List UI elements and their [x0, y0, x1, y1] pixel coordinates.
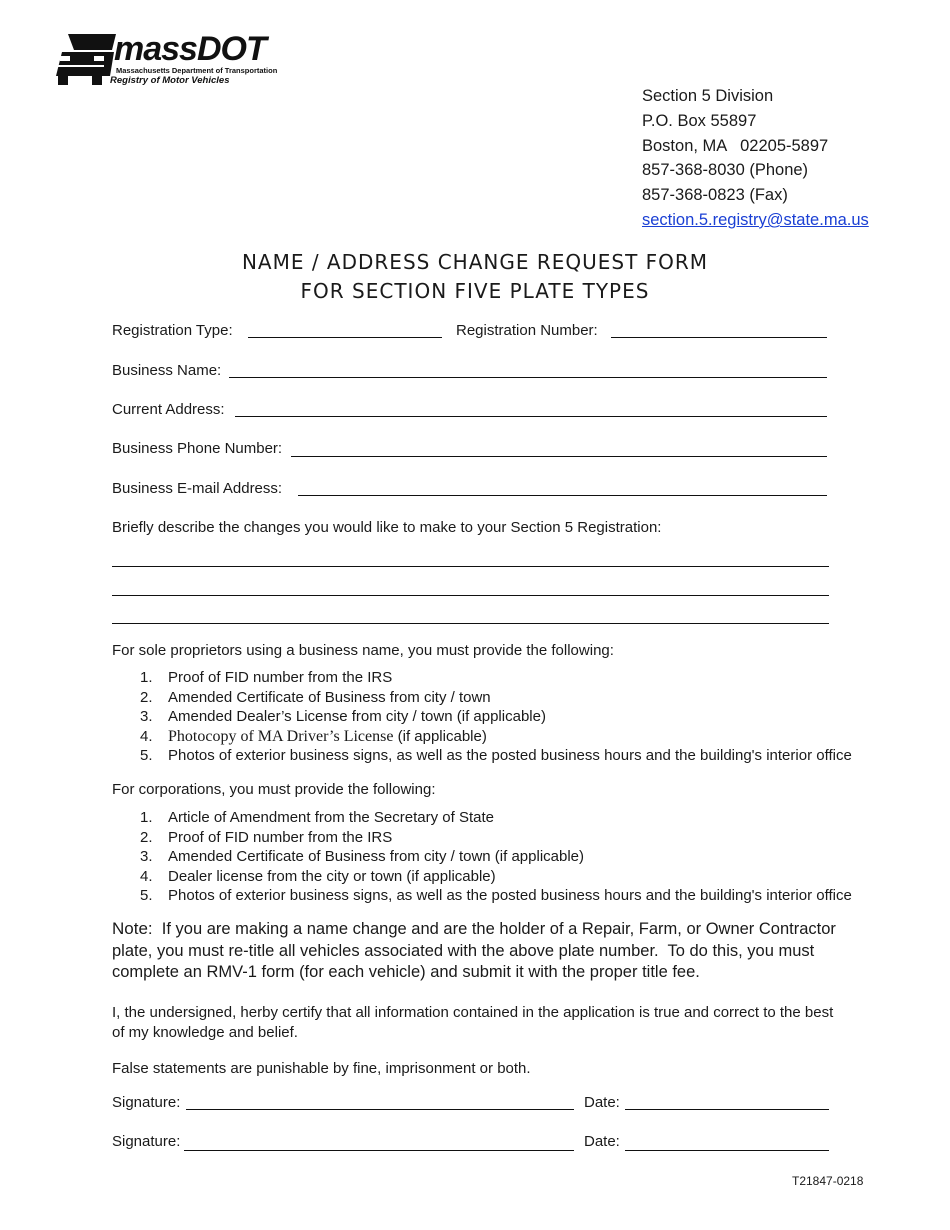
signature-label-1: Signature: — [112, 1094, 181, 1111]
corporations-list — [140, 808, 852, 906]
date-field-2[interactable] — [625, 1150, 829, 1151]
note-label: Note: — [112, 919, 153, 938]
business-email-field[interactable] — [298, 495, 827, 496]
note-text: If you are making a name change and are the holder of a Repair, Farm, or Owner Contractor plate, you must re-title all vehicles associated with the above plate number. To do this, you must complete an RMV-1 form (for each vehicle) and submit it with the proper title fee. — [112, 920, 841, 981]
certification-text: I, the undersigned, herby certify that all information contained in the application is true and correct to the best of my knowledge and belief. — [112, 1004, 834, 1041]
sole-proprietors-list — [140, 668, 852, 766]
business-name-field[interactable] — [229, 377, 827, 378]
registration-type-label: Registration Type: — [112, 322, 233, 339]
list-item: 4. Dealer license from the city or town (if applicable) — [140, 867, 496, 885]
list-item: 3. Amended Dealer’s License from city / town (if applicable) — [140, 708, 546, 726]
truck-logo-icon — [54, 32, 116, 88]
business-phone-label: Business Phone Number: — [112, 440, 283, 457]
describe-line-3[interactable] — [112, 623, 829, 624]
date-field-1[interactable] — [625, 1109, 829, 1110]
list-item: 4. Photocopy of MA Driver’s License (if applicable) — [140, 727, 487, 745]
corporations-intro: For corporations, you must provide the following: — [112, 781, 436, 798]
fax-number: 857-368-0823 (Fax) — [642, 186, 788, 205]
logo-registry: Registry of Motor Vehicles — [110, 75, 230, 86]
date-label-1: Date: — [584, 1094, 620, 1111]
form-title-line2: FOR SECTION FIVE PLATE TYPES — [300, 279, 650, 303]
list-item: 3. Amended Certificate of Business from city / town (if applicable) — [140, 848, 585, 866]
describe-changes-label: Briefly describe the changes you would like to make to your Section 5 Registration: — [112, 519, 662, 536]
list-item: 2. Amended Certificate of Business from city / town — [140, 688, 491, 706]
false-statements-text: False statements are punishable by fine, imprisonment or both. — [112, 1060, 531, 1077]
logo-department: Massachusetts Department of Transportation — [116, 66, 278, 75]
email-link[interactable]: section.5.registry@state.ma.us — [642, 210, 869, 229]
signature-label-2: Signature: — [112, 1133, 181, 1150]
sole-proprietors-intro: For sole proprietors using a business name, you must provide the following: — [112, 642, 614, 659]
list-item: 1. Proof of FID number from the IRS — [140, 669, 393, 686]
signature-field-1[interactable] — [186, 1109, 574, 1110]
form-title-line1: NAME / ADDRESS CHANGE REQUEST FORM — [241, 250, 709, 274]
describe-line-1[interactable] — [112, 566, 829, 567]
massdot-logo — [54, 32, 294, 88]
form-title — [0, 248, 950, 306]
form-code: T21847-0218 — [792, 1174, 864, 1188]
business-name-label: Business Name: — [112, 362, 222, 379]
describe-line-2[interactable] — [112, 595, 829, 596]
list-item: 2. Proof of FID number from the IRS — [140, 828, 393, 846]
current-address-label: Current Address: — [112, 401, 225, 418]
registration-number-label: Registration Number: — [456, 322, 598, 339]
phone-number: 857-368-8030 (Phone) — [642, 161, 809, 180]
registration-number-field[interactable] — [611, 337, 827, 338]
list-item: 1. Article of Amendment from the Secretary of State — [140, 809, 494, 826]
business-email-label: Business E-mail Address: — [112, 480, 283, 497]
po-box: P.O. Box 55897 — [642, 111, 757, 130]
note-paragraph — [112, 918, 872, 984]
list-item: 5. Photos of exterior business signs, as well as the posted business hours and the building's interior office — [140, 747, 852, 765]
logo-wordmark: massDOT — [114, 30, 266, 68]
date-label-2: Date: — [584, 1133, 620, 1150]
city-state-zip: Boston, MA 02205-5897 — [642, 136, 829, 155]
current-address-field[interactable] — [235, 416, 827, 417]
business-phone-field[interactable] — [291, 456, 827, 457]
address-block — [642, 84, 869, 233]
division-name: Section 5 Division — [642, 87, 774, 105]
list-item: 5. Photos of exterior business signs, as well as the posted business hours and the building's interior office — [140, 887, 852, 905]
signature-field-2[interactable] — [184, 1150, 574, 1151]
registration-type-field[interactable] — [248, 337, 442, 338]
